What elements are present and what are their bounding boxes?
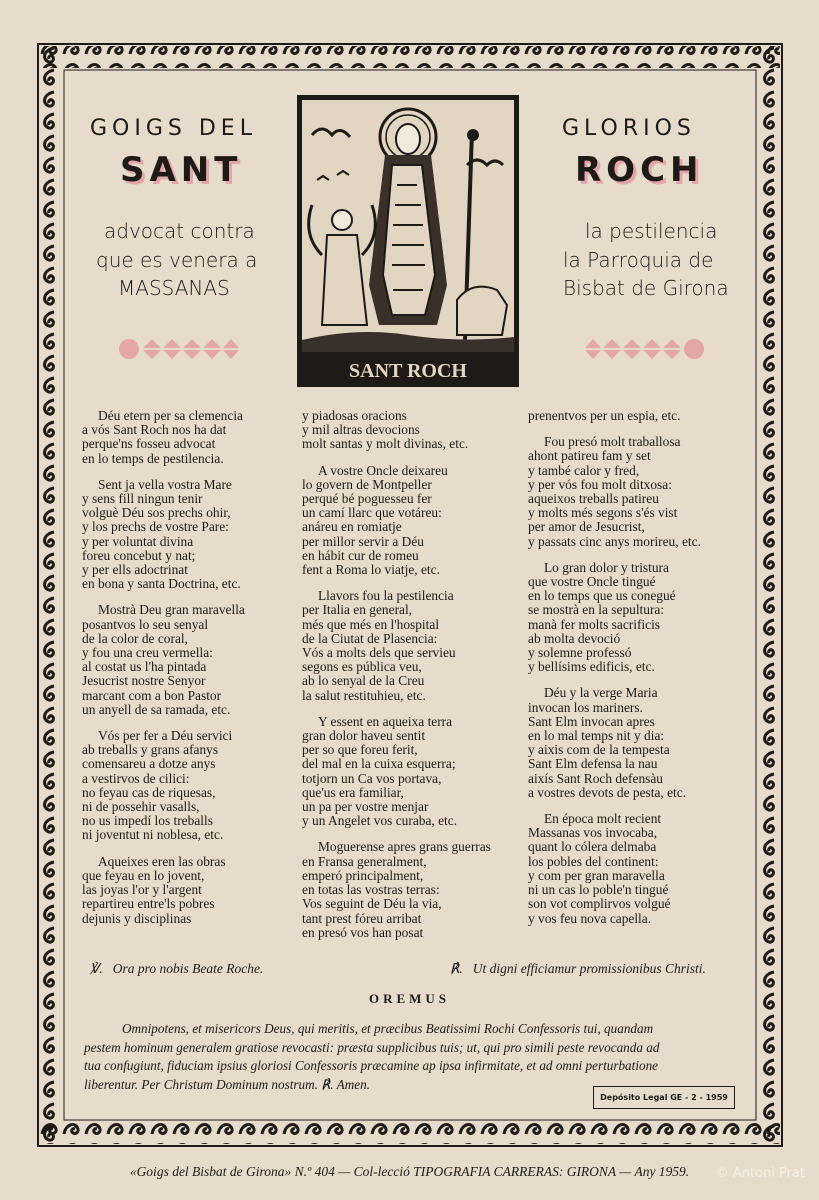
title-sant: SANT: [120, 150, 243, 190]
subtitle-right-1: la pestilencia: [585, 219, 718, 243]
column-2: [302, 409, 491, 952]
stanza: Mostrà Deu gran maravella posantvos lo seu senyal de la color de coral, y fou una creu vermella: al costat us l'ha pintada Jesucrist nostre Senyor marcant com a bon Pastor un anyell de sa ramada, etc.: [82, 602, 245, 717]
stanza: Y essent en aqueixa terra gran dolor haveu sentit per so que foreu ferit, del mal en la cuixa esquerra; totjorn un Ca vos portava, que'us era familiar, un pa per vostre menjar y un Angelet vos curaba, etc.: [302, 713, 458, 829]
prayer-line: liberentur. Per Christum Dominum nostrum. ℟. Amen.: [84, 1076, 370, 1092]
column-1: [82, 409, 245, 938]
stanza: Déu y la verge Maria invocan los mariners. Sant Elm invocan apres en lo mal temps nit y dia: y aixis com de la tempesta Sant Elm defensa la nau aixís Sant Roch defensàu a vostres devots de pesta, etc.: [528, 685, 687, 800]
stanza: y piadosas oracions y mil altras devocions molt santas y molt divinas, etc.: [302, 408, 469, 452]
response-symbol: ℟.: [450, 961, 463, 976]
prayer-line: tua confugiunt, fiduciam ipsius gloriosi Confessoris præcamine ap ipsa infirmitate, et ad omni perturbatione: [84, 1058, 659, 1073]
stanza: Moguerense apres grans guerras en Fransa generalment, emperó principalment, en totas las vostras terras: Vos seguint de Déu la via, tant prest fóreu arribat en presó vos han posat: [302, 839, 491, 940]
woodcut-caption: SANT ROCH: [349, 360, 467, 382]
oremus-heading: OREMUS: [368, 991, 451, 1006]
subtitle-right-2: la Parroquia de: [563, 248, 714, 272]
subtitle-left-2: que es venera a: [96, 248, 258, 272]
prayer-line: Omnipotens, et misericors Deus, qui meritis, et præcibus Beatissimi Rochi Confessoris tui, quandam: [122, 1021, 654, 1036]
subtitle-left-1: advocat contra: [104, 219, 255, 243]
stanza: Fou presó molt traballosa ahont patireu fam y set y també calor y fred, y per vós fou molt ditxosa: aqueixos treballs patireu y molts més segons s'és vist per amor de Jesucrist, y passats cinc anys morireu, etc.: [528, 434, 701, 549]
response: [450, 961, 706, 977]
column-3: [528, 409, 701, 938]
pink-ornament-left: [118, 334, 242, 364]
stanza: Lo gran dolor y tristura que vostre Oncle tingué en lo temps que us conegué se mostrà en la sepultura: manà fer molts sacrificis ab molta devoció y solemne professó y bellísims edificis, etc.: [528, 559, 676, 675]
title-glorios: GLORIOS: [562, 116, 696, 141]
versicle: [90, 961, 263, 977]
pink-ornament-right: [582, 334, 706, 364]
stanza: En época molt recient Massanas vos invocaba, quant lo cólera delmaba los pobles del continent: y com per gran maravella ni un cas lo poble'n tingué son vot complirvos volgué y vos feu nova capella.: [528, 811, 671, 926]
prayer-line: pestem hominum generalem gratiose revocasti: præsta supplicibus tuis; ut, qui pro simili peste revocanda ad: [84, 1039, 660, 1055]
title-goigs-del: GOIGS DEL: [90, 116, 257, 141]
stanza: Vós per fer a Déu servici ab treballs y grans afanys comensareu a dotze anys a vestirvos de cilici: no feyau cas de riquesas, ni de possehir vasalls, no us impedí los treballs ni joventut ni noblesa, etc.: [82, 728, 233, 843]
stanza: prenentvos per un espia, etc.: [528, 408, 681, 423]
subtitle-left-3: MASSANAS: [118, 276, 230, 300]
saint-roch-woodcut: [297, 95, 519, 387]
versicle-text: Ora pro nobis Beate Roche.: [112, 961, 264, 976]
subtitle-right-3: Bisbat de Girona: [563, 276, 729, 300]
stanza: Sent ja vella vostra Mare y sens fill ningun tenir volguè Déu sos prechs ohir, y los prechs de vostre Pare: y per voluntat divina foreu concebut y nat; y per ells adoctrinat en bona y santa Doctrina, etc.: [82, 476, 241, 592]
title-roch: ROCH: [575, 150, 704, 190]
stanza: Llavors fou la pestilencia per Italia en general, més que més en l'hospital de la Ciutat de Plasencia: Vós a molts dels que servieu segons es pública veu, ab lo senyal de la Creu la salut restituhieu, etc.: [302, 588, 456, 703]
photo-credit: © Antoni Prat: [715, 1166, 805, 1181]
stanza: Aqueixes eren las obras que feyau en lo jovent, las joyas l'or y l'argent repartireu entre'ls pobres dejunis y disciplinas: [82, 853, 226, 926]
footer-imprint: «Goigs del Bisbat de Girona» N.º 404 — Col-lecció TIPOGRAFIA CARRERAS: GIRONA — Any 1959.: [129, 1164, 690, 1179]
oremus-prayer: [84, 1020, 744, 1094]
stanza: A vostre Oncle deixareu lo govern de Montpeller perqué bé poguesseu fer un camí llarc que votáreu: anáreu en romiatje per millor servir a Déu en hábit cur de romeu fent a Roma lo viatje, etc.: [302, 462, 448, 578]
stanza: Déu etern per sa clemencia a vós Sant Roch nos ha dat perque'ns fosseu advocat en lo temps de pestilencia.: [82, 408, 243, 466]
legal-deposit-box: Depósito Legal GE - 2 - 1959: [593, 1086, 735, 1109]
response-text: Ut digni efficiamur promissionibus Christi.: [472, 961, 706, 976]
versicle-symbol: ℣.: [90, 961, 103, 976]
